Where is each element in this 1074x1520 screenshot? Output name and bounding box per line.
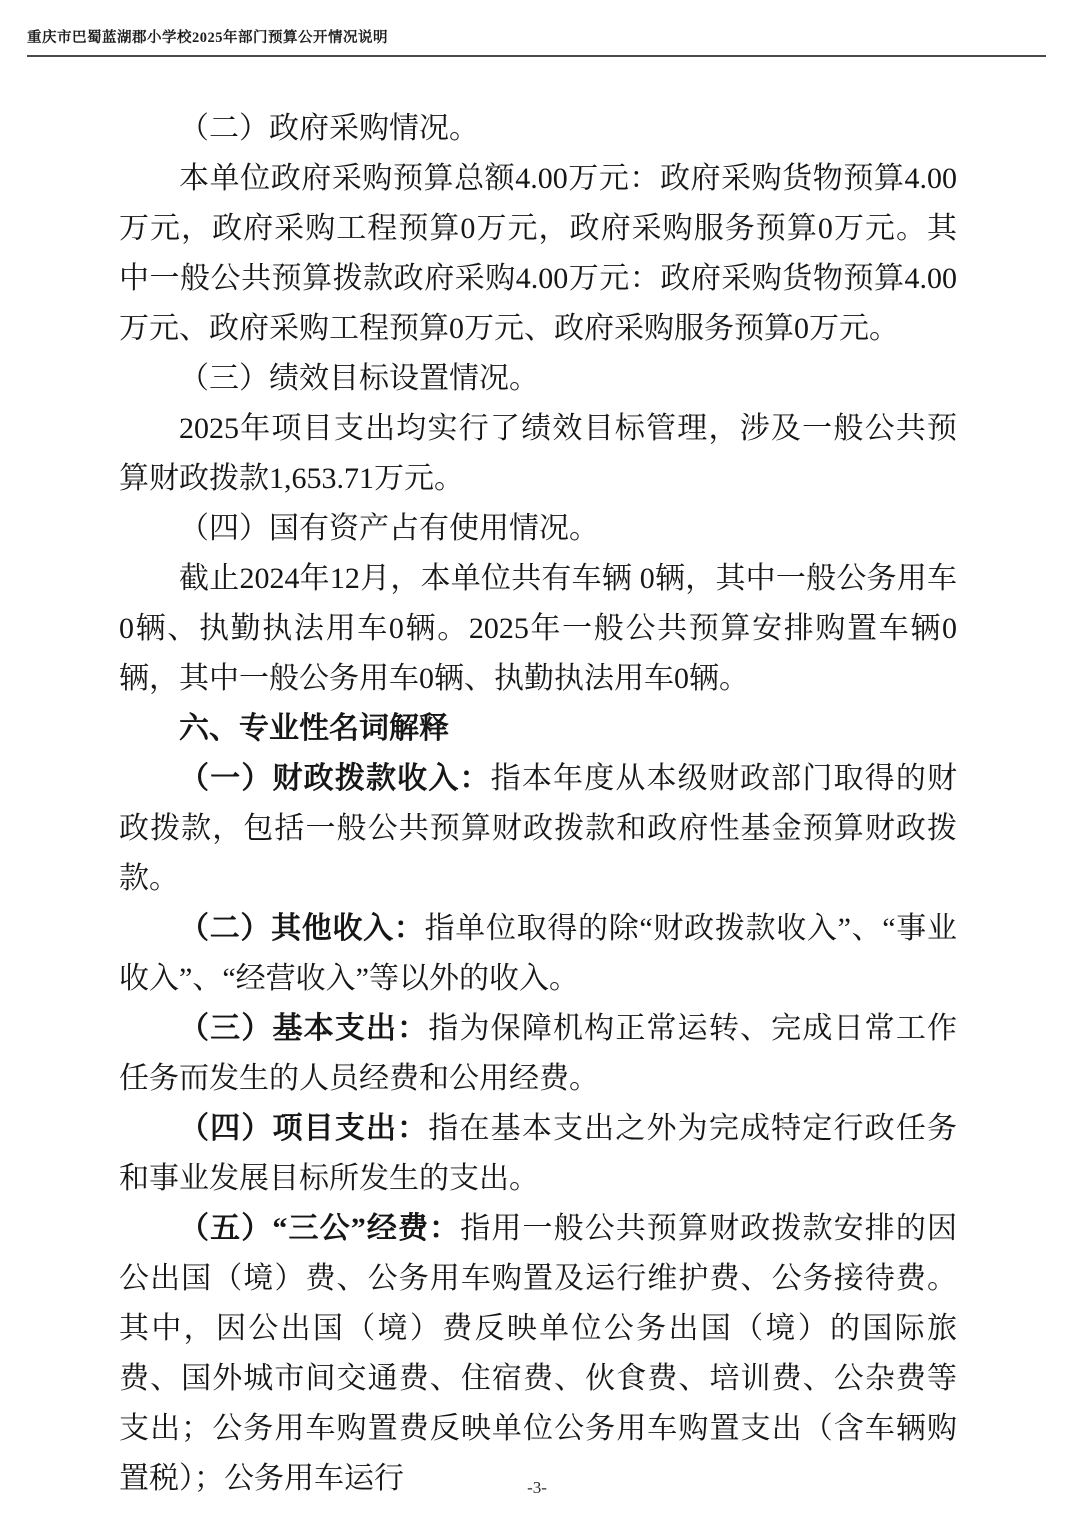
paragraph-text: 本单位政府采购预算总额4.00万元：政府采购货物预算4.00万元，政府采购工程预算0万元，政府采购服务预算0万元。其中一般公共预算拨款政府采购4.00万元：政府采购货物预算4.00万元、政府采购工程预算0万元、政府采购服务预算0万元。 <box>119 162 957 345</box>
paragraph-text: 截止2024年12月，本单位共有车辆 0辆，其中一般公务用车0辆、执勤执法用车0辆。2025年一般公共预算安排购置车辆0辆，其中一般公务用车0辆、执勤执法用车0辆。 <box>119 562 957 695</box>
page-footer <box>0 1478 1074 1498</box>
paragraph-text: 指用一般公共预算财政拨款安排的因公出国（境）费、公务用车购置及运行维护费、公务接待费。其中，因公出国（境）费反映单位公务出国（境）的国际旅费、国外城市间交通费、住宿费、伙食费、培训费、公杂费等支出；公务用车购置费反映单位公务用车购置支出（含车辆购置税）；公务用车运行 <box>119 1212 958 1495</box>
term-label: （四）项目支出： <box>179 1112 429 1145</box>
paragraph-text: 2025年项目支出均实行了绩效目标管理，涉及一般公共预算财政拨款1,653.71万元。 <box>119 412 957 495</box>
heading-text: （三）绩效目标设置情况。 <box>179 362 539 395</box>
heading-text: （四）国有资产占有使用情况。 <box>179 512 599 545</box>
subsection-heading-government-procurement <box>119 104 957 154</box>
paragraph-text: 指本年度从本级财政部门取得的财政拨款，包括一般公共预算财政拨款和政府性基金预算财政拨款。 <box>119 762 958 895</box>
term-label: （二）其他收入： <box>179 912 425 945</box>
heading-text: 六、专业性名词解释 <box>179 712 449 745</box>
paragraph-text: 指单位取得的除“财政拨款收入”、“事业收入”、“经营收入”等以外的收入。 <box>119 912 958 995</box>
paragraph-term-fiscal-appropriation-income <box>119 754 957 904</box>
document-title: 重庆市巴蜀蓝湖郡小学校2025年部门预算公开情况说明 <box>27 30 388 46</box>
page-header <box>27 26 1046 57</box>
document-body <box>119 104 957 1504</box>
page-number: -3- <box>527 1478 547 1497</box>
term-label: （五）“三公”经费： <box>179 1212 461 1245</box>
paragraph-performance-targets-detail <box>119 404 957 504</box>
paragraph-government-procurement-detail <box>119 154 957 354</box>
heading-text: （二）政府采购情况。 <box>179 112 479 145</box>
term-label: （一）财政拨款收入： <box>179 762 491 795</box>
paragraph-term-basic-expenditure <box>119 1004 957 1104</box>
paragraph-text: 指为保障机构正常运转、完成日常工作任务而发生的人员经费和公用经费。 <box>119 1012 958 1095</box>
paragraph-state-assets-detail <box>119 554 957 704</box>
paragraph-text: 指在基本支出之外为完成特定行政任务和事业发展目标所发生的支出。 <box>119 1112 958 1195</box>
term-label: （三）基本支出： <box>179 1012 429 1045</box>
paragraph-term-project-expenditure <box>119 1104 957 1204</box>
paragraph-term-three-public-expenses <box>119 1204 957 1504</box>
paragraph-term-other-income <box>119 904 957 1004</box>
subsection-heading-performance-targets <box>119 354 957 404</box>
subsection-heading-state-assets <box>119 504 957 554</box>
section-heading-terminology <box>119 704 957 754</box>
